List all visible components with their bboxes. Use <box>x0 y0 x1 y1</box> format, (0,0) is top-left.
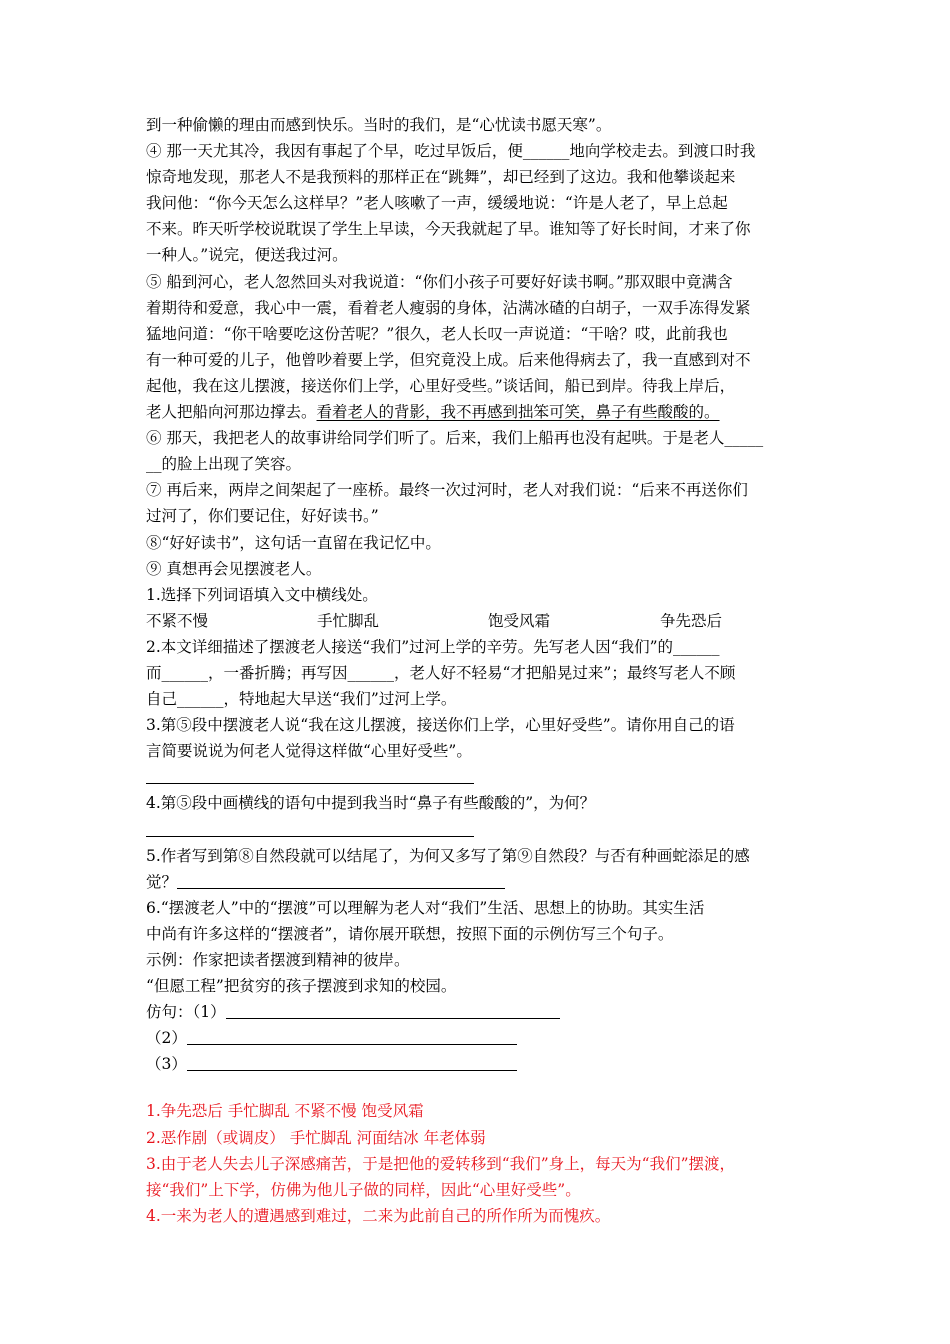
question-line: 5.作者写到第⑧自然段就可以结尾了，为何又多写了第⑨自然段？与否有种画蛇添足的感 <box>146 846 750 865</box>
imitation-line-3 <box>146 1051 814 1077</box>
option-word: 不紧不慢 <box>146 611 209 630</box>
question-1: 1.选择下列词语填入文中横线处。 <box>146 585 378 604</box>
question-line: 3.第⑤段中摆渡老人说“我在这儿摆渡，接送你们上学，心里好受些”。请你用自己的语 <box>146 716 735 735</box>
question-5 <box>146 843 814 895</box>
paragraph-8: ⑧“好好读书”，这句话一直留在我记忆中。 <box>146 533 441 552</box>
paragraph-4 <box>146 138 814 268</box>
question-line <box>146 869 814 895</box>
passage-line: 过河了，你们要记住，好好读书。” <box>146 507 379 526</box>
example-line: “但愿工程”把贫穷的孩子摆渡到求知的校园。 <box>146 977 457 996</box>
answer-line: 接“我们”上下学，仿佛为他儿子做的同样，因此“心里好受些”。 <box>146 1180 581 1199</box>
paragraph-6 <box>146 425 814 477</box>
passage-line: 一种人。”说完，便送我过河。 <box>146 246 348 265</box>
answer-line: 3.由于老人失去儿子深感痛苦，于是把他的爱转移到“我们”身上，每天为“我们”摆渡， <box>146 1154 735 1173</box>
document-page <box>146 112 814 1229</box>
answer-line: 4.一来为老人的遭遇感到难过，二来为此前自己的所作所为而愧疚。 <box>146 1206 611 1225</box>
passage-line: ④ 那一天尤其冷，我因有事起了个早，吃过早饭后，便______地向学校走去。到渡口时我 <box>146 142 756 161</box>
imitation-label: 仿句：（1） <box>146 1003 226 1022</box>
question-line: 而______，一番折腾；再写因______，老人好不轻易“才把船晃过来”；最终写老人不顾 <box>146 663 736 682</box>
passage-line: 着期待和爱意，我心中一震，看着老人瘦弱的身体，沾满冰碴的白胡子，一双手冻得发紧 <box>146 298 751 317</box>
passage-line: 不来。昨天听学校说耽误了学生上早读，今天我就起了早。谁知等了好长时间，才来了你 <box>146 220 751 239</box>
answer-key <box>146 1098 814 1228</box>
question-4 <box>146 790 814 842</box>
question-line: 6.“摆渡老人”中的“摆渡”可以理解为老人对“我们”生活、思想上的协助。其实生活 <box>146 898 705 917</box>
option-word: 争先恐后 <box>660 611 723 630</box>
paragraph-7 <box>146 477 814 529</box>
question-line: 4.第⑤段中画横线的语句中提到我当时“鼻子有些酸酸的”，为何？ <box>146 794 596 813</box>
paragraph-5 <box>146 269 814 426</box>
question-line: 中尚有许多这样的“摆渡者”，请你展开联想，按照下面的示例仿写三个句子。 <box>146 924 674 943</box>
answer-blank[interactable] <box>146 764 814 790</box>
question-text: 觉？ <box>146 872 178 891</box>
passage-line: 起他，我在这儿摆渡，接送你们上学，心里好受些。”谈话间，船已到岸。待我上岸后， <box>146 376 736 395</box>
example-line: 示例：作家把读者摆渡到精神的彼岸。 <box>146 951 410 969</box>
passage-line: 到一种偷懒的理由而感到快乐。当时的我们，是“心忧读书愿天寒”。 <box>146 116 612 134</box>
option-word: 手忙脚乱 <box>317 611 380 630</box>
passage-line: ⑦ 再后来，两岸之间架起了一座桥。最终一次过河时，老人对我们说：“后来不再送你们 <box>146 481 748 500</box>
imitation-label: （2） <box>146 1029 187 1048</box>
passage-line: ⑥ 那天，我把老人的故事讲给同学们听了。后来，我们上船再也没有起哄。于是老人_____ <box>146 429 764 448</box>
passage-line: ⑤ 船到河心，老人忽然回头对我说道：“你们小孩子可要好好读书啊。”那双眼中竟满含 <box>146 272 733 291</box>
answer-blank[interactable] <box>226 1003 560 1019</box>
question-line: 言简要说说为何老人觉得这样做“心里好受些”。 <box>146 742 472 761</box>
answer-blank[interactable] <box>187 1055 517 1071</box>
passage-line: __的脸上出现了笑容。 <box>146 455 302 474</box>
answer-blank[interactable] <box>177 873 505 889</box>
passage-line: 惊奇地发现，那老人不是我预料的那样正在“跳舞”，却已经到了这边。我和他攀谈起来 <box>146 168 736 187</box>
question-2 <box>146 634 814 712</box>
passage-line <box>146 399 814 425</box>
option-word: 饱受风霜 <box>488 611 551 630</box>
imitation-label: （3） <box>146 1055 187 1074</box>
question-line: 自己______，特地起大早送“我们”过河上学。 <box>146 690 457 709</box>
answer-blank[interactable] <box>187 1029 517 1045</box>
question-3 <box>146 712 814 790</box>
question-line: 2.本文详细描述了摆渡老人接送“我们”过河上学的辛劳。先写老人因“我们”的______ <box>146 637 720 656</box>
passage-line: 猛地问道：“你干啥要吃这份苦呢？”很久，老人长叹一声说道：“干啥？哎，此前我也 <box>146 324 728 343</box>
answer-line: 2.恶作剧（或调皮） 手忙脚乱 河面结冰 年老体弱 <box>146 1128 486 1147</box>
passage-line: 我问他：“你今天怎么这样早？”老人咳嗽了一声，缓缓地说：“许是人老了，早上总起 <box>146 194 728 213</box>
question-6 <box>146 895 814 1078</box>
imitation-line-2 <box>146 1025 814 1051</box>
answer-line: 1.争先恐后 手忙脚乱 不紧不慢 饱受风霜 <box>146 1102 424 1121</box>
answer-blank[interactable] <box>146 817 814 843</box>
question-1-options <box>146 608 814 634</box>
plain-text: 老人把船向河那边撑去。 <box>146 403 317 422</box>
passage-line: 有一种可爱的儿子，他曾吵着要上学，但究竟没上成。后来他得病去了，我一直感到对不 <box>146 350 751 369</box>
spacer <box>146 1077 814 1098</box>
underlined-sentence: 看着老人的背影，我不再感到拙笨可笑，鼻子有些酸酸的。 <box>316 403 720 422</box>
imitation-line-1 <box>146 999 814 1025</box>
paragraph-9: ⑨ 真想再会见摆渡老人。 <box>146 559 322 578</box>
